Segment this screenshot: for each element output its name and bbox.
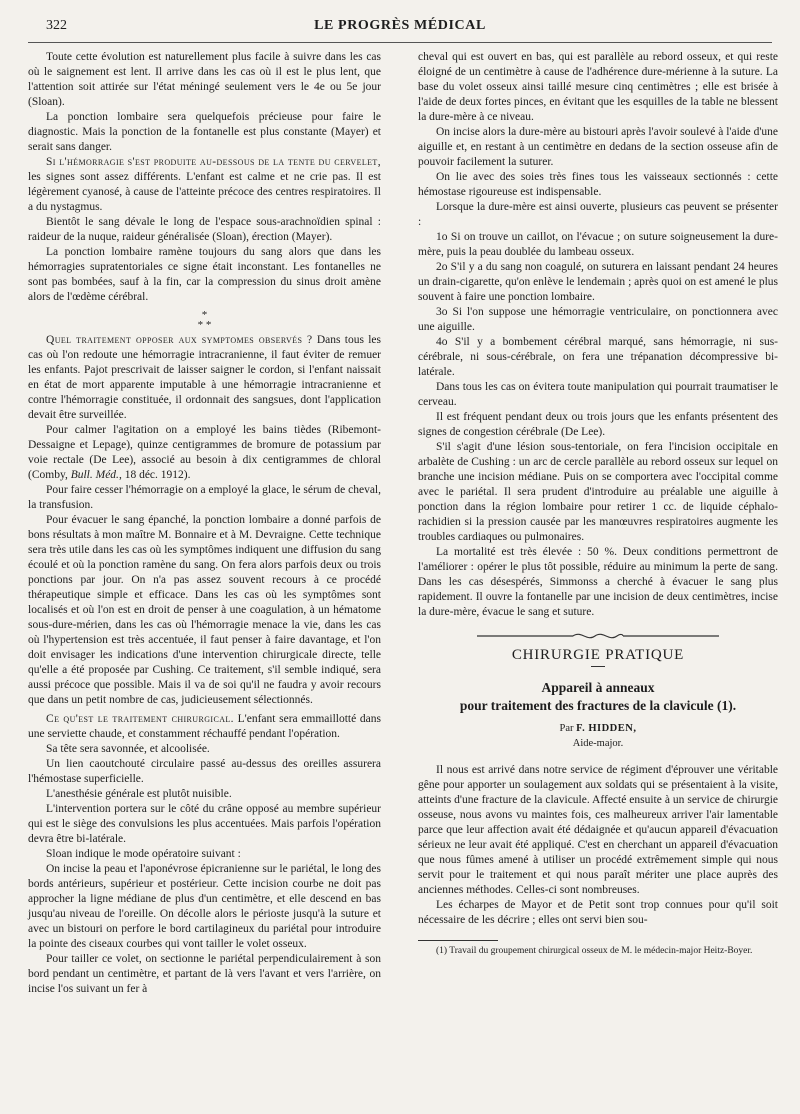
- article-title-line2: pour traitement des fractures de la clavicule (1).: [459, 698, 737, 713]
- paragraph: L'intervention portera sur le côté du crâne opposé au membre supérieur qui est le siège des convulsions les plus accentuées. Mais parfois l'opération devra être bi-latérale.: [28, 803, 381, 845]
- running-title: LE PROGRÈS MÉDICAL: [314, 18, 486, 33]
- paragraph: Il nous est arrivé dans notre service de régiment d'éprouver une véritable gêne pour apporter un soulagement aux soldats qui se présentaient à la visite, atteints d'une fracture de la clavicule. Affecté ensuite à un service de chirurgie osseuse, nous avons vu maintes fois, ces malheureux arriver l'air lamentable parce que leur affection avait été dédaignée et qu'aucun appareil d'évacuation sérieux ne leur avait été appliqué. C'est en cherchant un appareil d'évacuation que nous fûmes amené à utiliser un procédé extrêmement simple qui nous servit pour le traitement et qui nous paraît mériter une place auprès des anciennes méthodes. Celles-ci sont nombreuses.: [418, 764, 778, 896]
- article-title: [418, 679, 778, 715]
- paragraph: On incise alors la dure-mère au bistouri après l'avoir soulevé à l'aide d'une aiguille et, en restant à un centimètre en dedans de la section osseuse afin de pouvoir facilement la suturer.: [418, 126, 778, 168]
- paragraph-text: Dans tous les cas où l'on redoute une hémorragie intracranienne, il faut éviter de remuer les enfants. Pajot prescrivait de laisser saigner le cordon, si l'enfant naissait en état de mort apparente imputable à une hémorragie intracranienne et contre l'hémorragie constituée, il ordonnait des sangsues, dont l'application devait être surveillée.: [28, 334, 381, 421]
- footnote-rule: [418, 940, 498, 941]
- paragraph: [28, 423, 381, 483]
- paragraph: Sloan indique le mode opératoire suivant :: [46, 848, 241, 860]
- asterism-bottom: * *: [197, 319, 212, 331]
- byline: [418, 721, 778, 736]
- paragraph: L'anesthésie générale est plutôt nuisible.: [46, 788, 232, 800]
- paragraph: On incise la peau et l'aponévrose épicranienne sur le pariétal, le long des bords antérieurs, supérieur et postérieur. Cette incision courbe ne doit pas approcher la ligne médiane de plus d'un centimètre, et elle descend en bas jusqu'au niveau de l'oreille. On décolle alors le périoste jusqu'à la suture et avec un bistouri on perfore le bord cartilagineux du pariétal pour introduire la pointe des ciseaux courbes qui vont tailler le volet osseux.: [28, 863, 381, 950]
- footnote: (1) Travail du groupement chirurgical osseux de M. le médecin-major Heitz-Boyer.: [436, 946, 753, 956]
- author-role: Aide-major.: [572, 738, 624, 749]
- paragraph: Pour évacuer le sang épanché, la ponction lombaire a donné parfois de bons résultats à mon maître M. Bonnaire et à M. Devraigne. Cette technique sera très utile dans les cas où les symptômes indiquent une diffusion du sang écoulé et où la ponction ramène du sang. On fera alors parfois deux ou trois ponctions par jour. On n'a pas assez souvent recours à ce procédé thérapeutique simple et efficace. Dans les cas où les symptômes sont localisés et où l'on est en droit de penser à une coagulation, à un hématome sous-dure-mérien, dans les cas où l'hémorragie menace la vie, dans les cas où l'hypertension est très accentuée, il faut penser à faire davantage, et l'on doit envisager les indications d'une intervention chirurgicale directe, telle qu'elle a été proposée par Cushing. Ce traitement, s'il semble indiqué, sera aussi précoce que possible. Mais il va de soi qu'il ne faudra y avoir recours que dans un petit nombre de cas, judicieusement sélectionnés.: [28, 514, 381, 706]
- paragraph: Les écharpes de Mayor et de Petit sont trop connues pour qu'il soit nécessaire de les décrire ; elles ont servi bien sou-: [418, 899, 778, 926]
- run-in-heading: Quel traitement opposer aux symptomes observés ?: [46, 334, 313, 346]
- right-column: [418, 50, 778, 957]
- paragraph: S'il s'agit d'une lésion sous-tentoriale, on fera l'incision occipitale en arbalète de Cushing : un arc de cercle parallèle au rebord osseux sur lequel on branche une incision médiane. Puis on se comportera avec l'occipital comme avec le pariétal. Il sera prudent d'introduire au préalable une aiguille à ponction dans la région lombaire pour retirer 1 cc. de liquide céphalo-rachidien si la pression causée par les manœuvres respiratoires augmente les troubles cardiaques ou pulmonaires.: [418, 441, 778, 543]
- paragraph: [28, 155, 381, 215]
- paragraph: [28, 712, 381, 742]
- paragraph: Il est fréquent pendant deux ou trois jours que les enfants présentent des signes de congestion cérébrale (De Lee).: [418, 411, 778, 438]
- asterism: [28, 310, 381, 330]
- run-in-heading: Ce qu'est le traitement chirurgical.: [46, 713, 234, 725]
- page-header: [28, 18, 772, 40]
- asterism-top: *: [201, 309, 208, 321]
- paragraph: [28, 333, 381, 423]
- paragraph: Dans tous les cas on évitera toute manipulation qui pourrait traumatiser le cerveau.: [418, 381, 778, 408]
- paragraph: Pour faire cesser l'hémorragie on a employé la glace, le sérum de cheval, la transfusion.: [28, 484, 381, 511]
- section-title: CHIRURGIE PRATIQUE: [511, 647, 685, 663]
- author-name: F. HIDDEN,: [576, 723, 637, 734]
- paragraph: La ponction lombaire sera quelquefois précieuse pour faire le diagnostic. Mais la ponction de la fontanelle est plus constante (Mayer) et serait sans danger.: [28, 111, 381, 153]
- paragraph: 3o Si l'on suppose une hémorragie ventriculaire, on ponctionnera avec une aiguille.: [418, 306, 778, 333]
- paragraph-text: , 18 déc. 1912).: [118, 469, 191, 481]
- paragraph: Bientôt le sang dévale le long de l'espace sous-arachnoïdien spinal : raideur de la nuque, raideur généralisée (Sloan), érection (Mayer).: [28, 216, 381, 243]
- paragraph-text: Pour calmer l'agitation on a employé les bains tièdes (Ribemont-Dessaigne et Lepage), quinze centigrammes de bromure de potassium par voie rectale (De Lee), associé au besoin à dix centigrammes de chloral (Comby,: [28, 424, 381, 481]
- flourish-rule: [473, 630, 723, 642]
- paragraph: 1o Si on trouve un caillot, on l'évacue ; on suture soigneusement la dure-mère, puis la peau doublée du lambeau osseux.: [418, 231, 778, 258]
- paragraph: Un lien caoutchouté circulaire passé au-dessus des oreilles assurera l'hémostase superficielle.: [28, 758, 381, 785]
- paragraph-text: les signes sont assez différents. L'enfant est calme et ne crie pas. Il est légèrement cyanosé, à cause de l'atteinte précoce des centres respiratoires. Il a du nystagmus.: [28, 171, 381, 213]
- paragraph-text: L'enfant sera emmaillotté dans une serviette chaude, et constamment réchauffé pendant l'opération.: [28, 713, 381, 740]
- paragraph: 4o S'il y a bombement cérébral marqué, sans hémorragie, ni sus-cérébrale, ni sous-cérébrale, on fera une trépanation décompressive bi-latérale.: [418, 336, 778, 378]
- byline-prefix: Par: [559, 723, 577, 734]
- paragraph: 2o S'il y a du sang non coagulé, on suturera en laissant pendant 24 heures un drain-cigarette, qu'on enlève le lendemain ; après quoi on est amené le plus souvent à faire une ponction lombaire.: [418, 261, 778, 303]
- paragraph: On lie avec des soies très fines tous les vaisseaux sectionnés : cette hémostase rigoureuse est indispensable.: [418, 171, 778, 198]
- header-rule: [28, 42, 772, 43]
- paragraph: Pour tailler ce volet, on sectionne le pariétal perpendiculairement à son bord pendant un centimètre, et partant de là vers l'avant et vers l'arrière, on incise l'os suivant un fer à: [28, 953, 381, 995]
- run-in-heading: Si l'hémorragie s'est produite au-dessous de la tente du cervelet,: [46, 156, 381, 168]
- paragraph: Sa tête sera savonnée, et alcoolisée.: [46, 743, 210, 755]
- article-title-line1: Appareil à anneaux: [541, 680, 655, 695]
- ornament-divider: [418, 630, 778, 642]
- paragraph: Toute cette évolution est naturellement plus facile à suivre dans les cas où le saignement est lent. Il arrive dans les cas où il est le plus lent, que l'attention soit attirée sur l'état méningé seulement vers le 4e ou 5e jour (Sloan).: [28, 51, 381, 108]
- citation: Bull. Méd.: [70, 469, 119, 481]
- page-number: 322: [46, 18, 67, 33]
- paragraph: cheval qui est ouvert en bas, qui est parallèle au rebord osseux, et qui reste éloigné de un centimètre à cause de l'adhérence dure-mérienne à la suture. La base du volet osseux ainsi taillé mesure cinq centimètres ; elle est brisée à l'aide de deux fortes pinces, en évitant que les esquilles de la table ne blessent la dure-mère à ce niveau.: [418, 51, 778, 123]
- paragraph: Lorsque la dure-mère est ainsi ouverte, plusieurs cas peuvent se présenter :: [418, 201, 778, 228]
- paragraph: La mortalité est très élevée : 50 %. Deux conditions permettront de l'améliorer : opérer le plus tôt possible, réduire au minimum la perte de sang. Dans les cas désespérés, Simmonss a cherché à évacuer le sang plus rapidement. Il ouvre la fontanelle par une incision de deux centimètres, incise la dure-mère, évacue le sang et suture.: [418, 546, 778, 618]
- paragraph: La ponction lombaire ramène toujours du sang alors que dans les hémorragies supratentoriales ce signe était inconstant. Les fontanelles ne sont pas bombées, sauf à la fin, car la compression du sinus droit amène alors de l'œdème cérébral.: [28, 246, 381, 303]
- title-rule: [591, 666, 605, 667]
- left-column: [28, 50, 381, 997]
